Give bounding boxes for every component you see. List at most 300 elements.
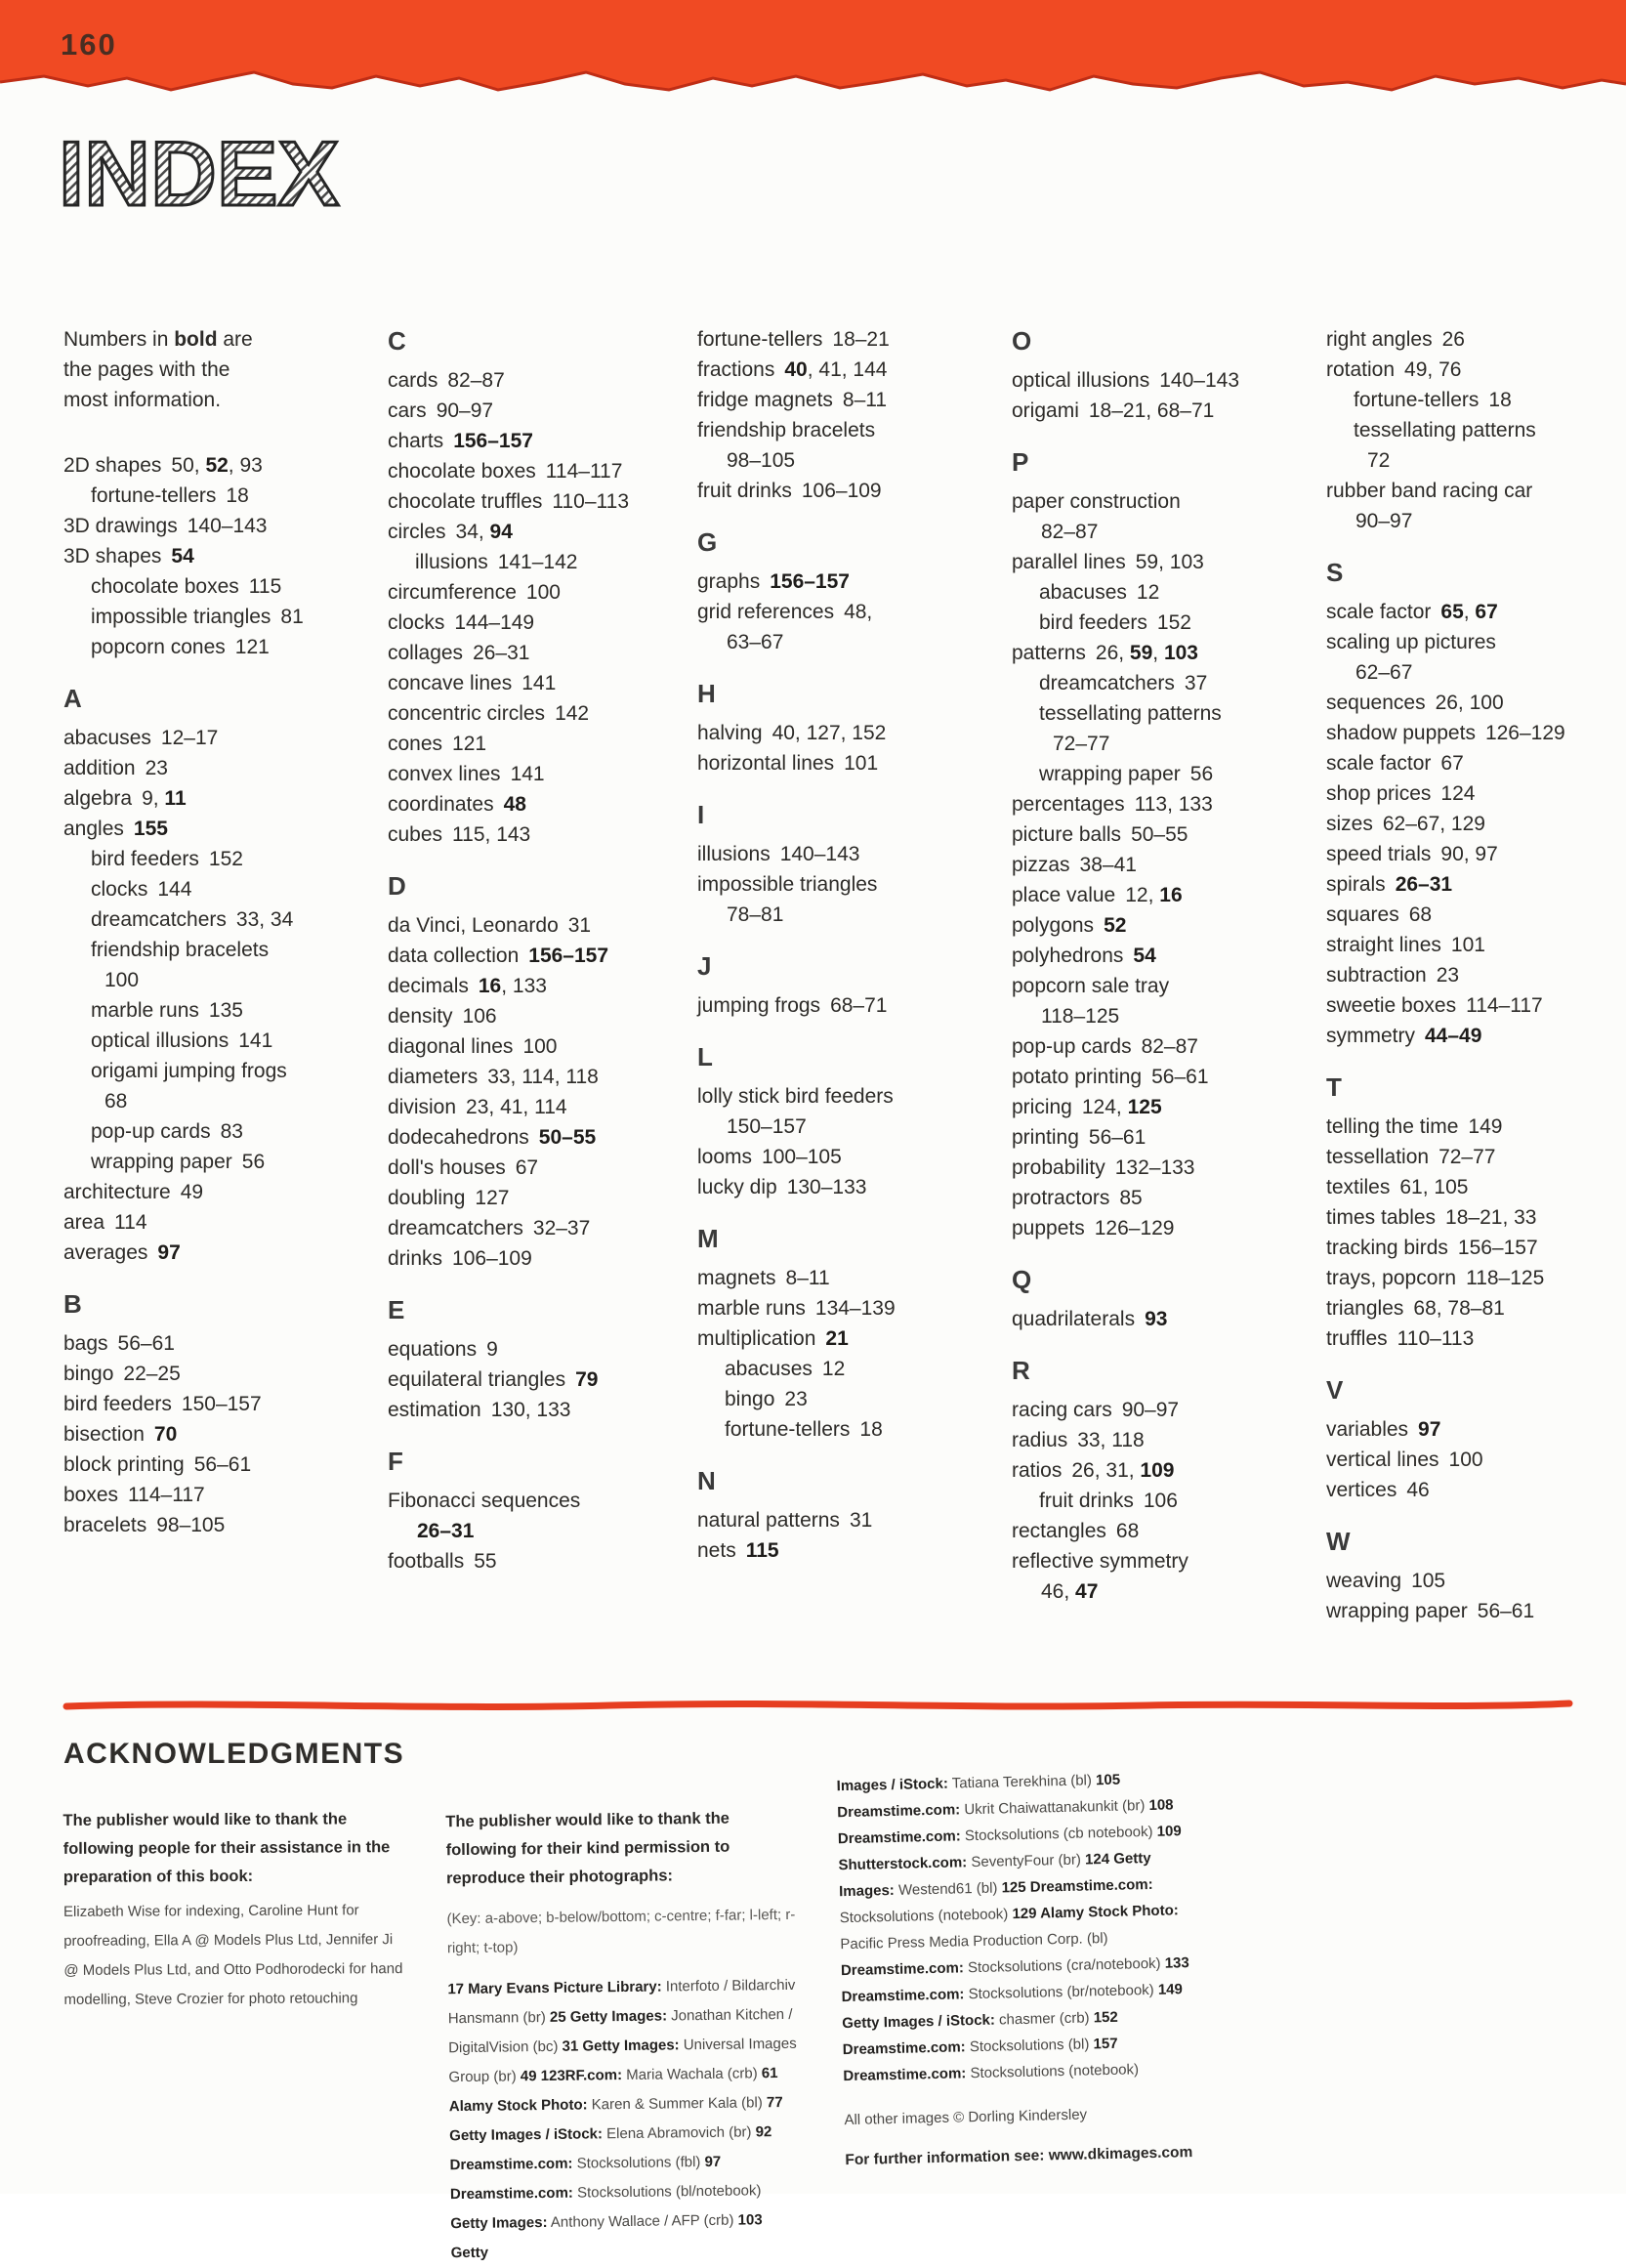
entry-term: dreamcatchers (388, 1217, 523, 1239)
index-entry (388, 426, 676, 456)
entry-pages: 32–37 (532, 1217, 591, 1239)
entry-term: squares (1326, 903, 1399, 926)
entry-term: clocks (388, 611, 445, 634)
entry-term: subtraction (1326, 964, 1427, 987)
entry-term: variables (1326, 1418, 1409, 1441)
ack-thanks-intro: The publisher would like to thank the following people for their assistance in the preparation of this book: (63, 1810, 391, 1886)
entry-pages: 26–31 (473, 642, 530, 664)
entry-pages: 141 (521, 672, 557, 694)
entry-term: picture balls (1012, 823, 1122, 846)
index-letter-heading: E (388, 1295, 406, 1324)
index-entry (388, 577, 676, 608)
entry-pages: 23 (1436, 964, 1460, 987)
entry-pages: 31 (567, 914, 592, 937)
entry-pages: 67 (1440, 752, 1464, 775)
entry-term: collages (388, 642, 464, 664)
index-entry (388, 1092, 676, 1122)
entry-term: architecture (63, 1181, 171, 1203)
index-entry (697, 1081, 990, 1112)
index-entry (697, 718, 990, 748)
entry-term: percentages (1012, 793, 1125, 816)
entry-pages: 93 (1145, 1308, 1168, 1330)
entry-term: fruit drinks (1039, 1490, 1134, 1512)
ack-credit-key: (Key: a-above; b-below/bottom; c-centre; f-far; l-left; r-right; t-top) (446, 1906, 796, 1957)
entry-term: convex lines (388, 763, 501, 785)
index-entry (1326, 778, 1626, 809)
index-entry (697, 839, 990, 869)
entry-term: times tables (1326, 1206, 1437, 1229)
index-continuation (1012, 1001, 1305, 1031)
index-entry (1012, 1213, 1305, 1243)
index-entry (1326, 748, 1626, 778)
index-entry (63, 541, 366, 571)
index-entry (63, 753, 366, 783)
index-entry (1012, 819, 1305, 850)
entry-term: dreamcatchers (91, 908, 227, 931)
index-entry (1326, 1172, 1626, 1202)
entry-term: rotation (1326, 358, 1396, 381)
index-entry (1326, 809, 1626, 839)
entry-pages: 90–97 (1121, 1399, 1180, 1421)
index-entry (388, 941, 676, 971)
entry-term: grid references (697, 601, 835, 623)
entry-pages: 72 (1367, 449, 1391, 472)
index-entry (388, 1395, 676, 1425)
entry-pages: 56–61 (117, 1332, 175, 1355)
entry-term: origami jumping frogs (91, 1060, 287, 1082)
entry-pages: 68 (1408, 903, 1433, 926)
entry-term: vertices (1326, 1479, 1397, 1501)
entry-pages: 150–157 (727, 1115, 807, 1138)
entry-term: area (63, 1211, 105, 1234)
index-entry (1012, 1031, 1305, 1062)
entry-term: probability (1012, 1156, 1105, 1179)
entry-pages: 156–157 (770, 570, 850, 593)
entry-pages: 9, 11 (142, 787, 187, 810)
entry-pages: 70 (153, 1423, 178, 1446)
entry-term: tessellating patterns (1039, 702, 1222, 725)
index-letter-heading: W (1326, 1527, 1352, 1556)
entry-term: division (388, 1096, 457, 1118)
entry-term: wrapping paper (91, 1151, 232, 1173)
entry-term: bird feeders (91, 848, 199, 870)
index-entry (697, 415, 990, 445)
entry-term: horizontal lines (697, 752, 835, 775)
entry-pages: 85 (1119, 1187, 1143, 1209)
index-subentry (1326, 385, 1626, 415)
entry-term: chocolate boxes (388, 460, 536, 483)
index-entry (1326, 1414, 1626, 1445)
index-entry (1326, 1112, 1626, 1142)
entry-pages: 22–25 (123, 1363, 181, 1385)
entry-term: friendship bracelets (697, 419, 876, 441)
entry-term: cars (388, 399, 427, 422)
entry-term: doll's houses (388, 1156, 506, 1179)
index-subentry (697, 1354, 990, 1384)
entry-term: spirals (1326, 873, 1386, 896)
index-entry (388, 365, 676, 396)
entry-term: pop-up cards (91, 1120, 211, 1143)
index-columns (63, 324, 1626, 1626)
entry-term: potato printing (1012, 1066, 1143, 1088)
entry-term: truffles (1326, 1327, 1388, 1350)
entry-pages: 12–17 (160, 727, 219, 749)
entry-term: weaving (1326, 1570, 1402, 1592)
entry-term: bird feeders (1039, 611, 1147, 634)
entry-term: density (388, 1005, 453, 1028)
entry-term: telling the time (1326, 1115, 1459, 1138)
entry-pages: 110–113 (1397, 1327, 1475, 1350)
index-entry (63, 1419, 366, 1449)
entry-term: abacuses (1039, 581, 1127, 604)
entry-term: boxes (63, 1484, 119, 1506)
entry-term: right angles (1326, 328, 1433, 351)
entry-pages: 82–87 (1141, 1035, 1198, 1058)
entry-pages: 18–21, 33 (1445, 1206, 1537, 1229)
index-entry (1326, 324, 1626, 355)
index-entry (63, 511, 366, 541)
entry-pages: 140–143 (779, 843, 860, 865)
entry-pages: 26, 59, 103 (1095, 642, 1198, 664)
index-entry (1326, 1566, 1626, 1596)
entry-term: bags (63, 1332, 108, 1355)
index-entry (697, 1323, 990, 1354)
entry-pages: 62–67 (1355, 661, 1413, 684)
entry-pages: 130, 133 (490, 1399, 571, 1421)
entry-pages: 44–49 (1425, 1025, 1482, 1047)
index-entry (1012, 1153, 1305, 1183)
entry-term: rubber band racing car (1326, 480, 1533, 502)
index-entry (388, 729, 676, 759)
index-entry (388, 1062, 676, 1092)
entry-term: impossible triangles (697, 873, 878, 896)
entry-pages: 100 (1448, 1449, 1483, 1471)
index-entry (1012, 1183, 1305, 1213)
index-entry (1012, 1092, 1305, 1122)
entry-term: sizes (1326, 813, 1373, 835)
entry-term: decimals (388, 975, 469, 997)
entry-term: abacuses (63, 727, 151, 749)
index-entry (1326, 627, 1626, 657)
index-subentry (63, 1056, 366, 1086)
index-entry (388, 789, 676, 819)
entry-pages: 98–105 (727, 449, 796, 472)
index-title (57, 123, 389, 225)
index-column-2 (388, 324, 676, 1576)
index-entry (1326, 355, 1626, 385)
index-entry (388, 608, 676, 638)
entry-pages: 141 (238, 1029, 273, 1052)
entry-pages: 52 (1104, 914, 1127, 937)
index-entry (1012, 1516, 1305, 1546)
index-entry (1326, 869, 1626, 900)
index-entry (697, 990, 990, 1021)
index-entry (1012, 1395, 1305, 1425)
index-subentry (63, 1147, 366, 1177)
index-entry (63, 783, 366, 814)
entry-pages: 67 (515, 1156, 539, 1179)
entry-term: pop-up cards (1012, 1035, 1132, 1058)
entry-term: lolly stick bird feeders (697, 1085, 894, 1108)
index-entry (1326, 1445, 1626, 1475)
index-letter-heading: O (1012, 326, 1033, 356)
index-subentry (1012, 608, 1305, 638)
entry-pages: 118–125 (1041, 1005, 1120, 1028)
entry-pages: 115 (248, 575, 282, 598)
entry-term: popcorn sale tray (1012, 975, 1170, 997)
entry-term: dreamcatchers (1039, 672, 1175, 694)
entry-pages: 100 (525, 581, 561, 604)
entry-term: tessellation (1326, 1146, 1430, 1168)
entry-pages: 156–157 (453, 430, 533, 452)
entry-pages: 54 (171, 545, 194, 567)
entry-term: lucky dip (697, 1176, 777, 1198)
entry-pages: 40, 41, 144 (784, 358, 888, 381)
index-letter-heading: S (1326, 558, 1345, 587)
index-entry (63, 1328, 366, 1359)
entry-pages: 152 (1156, 611, 1191, 634)
index-entry (1326, 900, 1626, 930)
index-title-text: INDEX (59, 122, 340, 225)
entry-term: origami (1012, 399, 1079, 422)
entry-term: nets (697, 1539, 736, 1562)
index-entry (388, 1183, 676, 1213)
index-entry (388, 759, 676, 789)
entry-term: impossible triangles (91, 606, 271, 628)
entry-term: addition (63, 757, 136, 779)
entry-term: marble runs (91, 999, 199, 1022)
index-entry (388, 486, 676, 517)
index-entry (1326, 1475, 1626, 1505)
index-entry (388, 396, 676, 426)
index-continuation (1326, 445, 1626, 476)
ack-further-info: For further information see: www.dkimages.com (845, 2144, 1193, 2169)
entry-pages: 23, 41, 114 (466, 1096, 567, 1118)
entry-term: block printing (63, 1453, 185, 1476)
entry-pages: 72–77 (1438, 1146, 1496, 1168)
entry-term: cones (388, 733, 443, 755)
index-subentry (63, 602, 366, 632)
entry-pages: 50–55 (538, 1126, 597, 1149)
entry-pages: 156–157 (528, 945, 609, 967)
entry-pages: 106–109 (452, 1247, 532, 1270)
entry-pages: 56 (1189, 763, 1214, 785)
entry-term: 3D drawings (63, 515, 178, 537)
entry-pages: 124 (1440, 782, 1476, 805)
entry-pages: 21 (825, 1327, 849, 1350)
entry-term: 3D shapes (63, 545, 162, 567)
index-entry (1012, 1062, 1305, 1092)
index-entry (388, 971, 676, 1001)
ack-thanks-body: Elizabeth Wise for indexing, Caroline Hunt for proofreading, Ella A @ Models Plus Ltd, Jennifer Ji @ Models Plus Ltd, and Otto Podhorodecki for hand modelling, Steve Crozier for photo retouching (63, 1902, 403, 2008)
entry-term: scaling up pictures (1326, 631, 1496, 653)
entry-term: bracelets (63, 1514, 147, 1536)
entry-pages: 152 (208, 848, 243, 870)
index-column-5 (1326, 324, 1626, 1626)
entry-pages: 18–21, 68–71 (1088, 399, 1215, 422)
index-entry (1012, 365, 1305, 396)
entry-pages: 12, 16 (1125, 884, 1183, 906)
entry-pages: 26–31 (417, 1520, 475, 1542)
entry-term: bingo (725, 1388, 775, 1410)
entry-pages: 113, 133 (1134, 793, 1213, 816)
entry-term: vertical lines (1326, 1449, 1439, 1471)
entry-term: polyhedrons (1012, 945, 1124, 967)
entry-term: angles (63, 818, 124, 840)
entry-pages: 23 (784, 1388, 808, 1410)
index-entry (1326, 1142, 1626, 1172)
entry-pages: 54 (1133, 945, 1156, 967)
index-letter-heading: G (697, 527, 719, 557)
entry-pages: 78–81 (727, 903, 784, 926)
index-subentry (63, 874, 366, 904)
entry-pages: 68, 78–81 (1413, 1297, 1505, 1320)
entry-pages: 141 (510, 763, 545, 785)
entry-term: symmetry (1326, 1025, 1415, 1047)
index-subentry (388, 547, 676, 577)
index-entry (1012, 880, 1305, 910)
entry-pages: 55 (474, 1550, 497, 1573)
entry-term: bingo (63, 1363, 114, 1385)
entry-pages: 118–125 (1466, 1267, 1545, 1289)
entry-term: bisection (63, 1423, 145, 1446)
entry-pages: 26, 100 (1435, 692, 1504, 714)
entry-term: pricing (1012, 1096, 1072, 1118)
entry-term: printing (1012, 1126, 1079, 1149)
index-letter-heading: A (63, 684, 83, 713)
entry-term: circumference (388, 581, 517, 604)
acknowledgments-section (63, 1698, 1572, 2266)
index-subentry (63, 995, 366, 1026)
entry-pages: 68 (104, 1090, 128, 1113)
index-subentry (1012, 698, 1305, 729)
entry-term: concave lines (388, 672, 513, 694)
index-entry (1326, 990, 1626, 1021)
entry-pages: 26 (1441, 328, 1465, 351)
index-entry (63, 1510, 366, 1540)
entry-term: chocolate truffles (388, 490, 543, 513)
entry-pages: 106–109 (801, 480, 882, 502)
index-entry (1012, 396, 1305, 426)
entry-pages: 62–67, 129 (1382, 813, 1485, 835)
index-entry (1012, 910, 1305, 941)
index-entry (697, 1505, 990, 1535)
entry-pages: 126–129 (1484, 722, 1565, 744)
entry-pages: 134–139 (814, 1297, 896, 1320)
index-subentry (63, 1026, 366, 1056)
index-entry (1012, 941, 1305, 971)
index-entry (697, 1263, 990, 1293)
entry-pages: 90, 97 (1440, 843, 1498, 865)
entry-pages: 79 (575, 1368, 599, 1391)
index-entry (697, 748, 990, 778)
entry-pages: 18 (859, 1418, 883, 1441)
index-continuation (1012, 517, 1305, 547)
index-entry (1012, 486, 1305, 517)
index-entry (1326, 597, 1626, 627)
index-entry (388, 698, 676, 729)
entry-term: illusions (415, 551, 488, 573)
entry-pages: 144 (157, 878, 192, 901)
entry-pages: 37 (1184, 672, 1208, 694)
index-entry (63, 1359, 366, 1389)
entry-term: fortune-tellers (1354, 389, 1480, 411)
index-entry (1326, 476, 1626, 506)
index-letter-heading: T (1326, 1072, 1343, 1102)
ack-column-photo-credits-cont (836, 1765, 1204, 2173)
entry-term: bird feeders (63, 1393, 172, 1415)
index-entry (1326, 1596, 1626, 1626)
entry-pages: 101 (1450, 934, 1485, 956)
entry-term: charts (388, 430, 444, 452)
ack-column-thanks (63, 1805, 407, 2015)
entry-term: pizzas (1012, 854, 1070, 876)
entry-term: doubling (388, 1187, 466, 1209)
index-entry (63, 1207, 366, 1238)
index-entry (1012, 1546, 1305, 1576)
index-continuation (63, 965, 366, 995)
entry-term: data collection (388, 945, 520, 967)
entry-pages: 141–142 (497, 551, 578, 573)
entry-pages: 97 (1418, 1418, 1441, 1441)
entry-pages: 144–149 (454, 611, 535, 634)
entry-pages: 106 (1143, 1490, 1178, 1512)
index-entry (388, 638, 676, 668)
entry-pages: 68 (1115, 1520, 1140, 1542)
entry-pages: 106 (462, 1005, 497, 1028)
index-entry (1326, 960, 1626, 990)
index-letter-heading: M (697, 1224, 720, 1253)
acknowledgments-columns (63, 1771, 1572, 2266)
entry-pages: 140–143 (187, 515, 268, 537)
entry-pages: 68–71 (830, 994, 888, 1017)
entry-pages: 33, 34 (235, 908, 294, 931)
entry-pages: 115, 143 (452, 823, 531, 846)
index-entry (388, 1243, 676, 1274)
entry-pages: 18–21 (832, 328, 890, 351)
entry-pages: 82–87 (1041, 521, 1099, 543)
index-entry (1012, 1455, 1305, 1486)
entry-pages: 100–105 (762, 1146, 842, 1168)
index-letter-heading: L (697, 1042, 714, 1071)
entry-term: reflective symmetry (1012, 1550, 1188, 1573)
index-continuation (697, 900, 990, 930)
index-entry (697, 1535, 990, 1566)
index-entry (388, 1001, 676, 1031)
entry-pages: 56–61 (1088, 1126, 1147, 1149)
entry-term: optical illusions (91, 1029, 229, 1052)
index-entry (388, 1334, 676, 1365)
entry-term: shadow puppets (1326, 722, 1476, 744)
index-column-3 (697, 324, 990, 1566)
ack-photos-intro: The publisher would like to thank the following for their kind permission to reproduce their photographs: (445, 1809, 730, 1888)
entry-term: protractors (1012, 1187, 1110, 1209)
entry-pages: 150–157 (181, 1393, 262, 1415)
entry-term: fractions (697, 358, 775, 381)
entry-pages: 130–133 (786, 1176, 867, 1198)
index-entry (388, 1546, 676, 1576)
entry-pages: 140–143 (1159, 369, 1240, 392)
entry-term: tracking birds (1326, 1237, 1448, 1259)
index-subentry (63, 632, 366, 662)
entry-pages: 33, 114, 118 (487, 1066, 599, 1088)
entry-term: algebra (63, 787, 133, 810)
index-entry (388, 1122, 676, 1153)
entry-term: chocolate boxes (91, 575, 239, 598)
index-entry (697, 597, 990, 627)
entry-pages: 135 (208, 999, 243, 1022)
index-entry (697, 324, 990, 355)
